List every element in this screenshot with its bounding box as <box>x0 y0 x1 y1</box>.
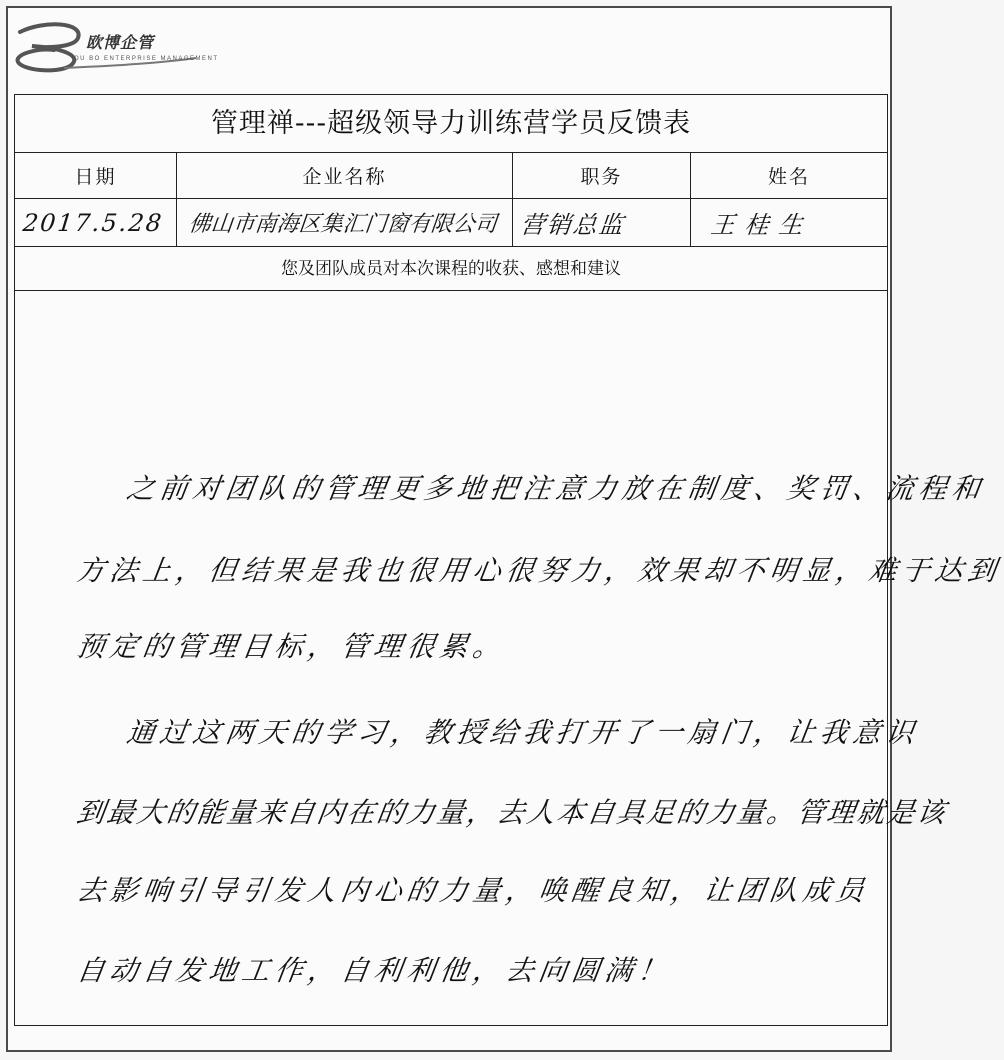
form-title-row <box>15 95 887 153</box>
header-position: 职务 <box>513 153 691 198</box>
value-position: 营销总监 <box>513 199 691 246</box>
feedback-line: 方法上，但结果是我也很用心很努力，效果却不明显，难于达到 <box>74 554 1004 587</box>
value-company: 佛山市南海区集汇门窗有限公司 <box>177 199 513 246</box>
feedback-body <box>15 291 1004 1027</box>
feedback-line: 到最大的能量来自内在的力量，去人本自具足的力量。管理就是该 <box>74 796 950 829</box>
value-date: 2017.5.28 <box>15 199 177 246</box>
feedback-form <box>14 94 1004 1026</box>
feedback-line: 之前对团队的管理更多地把注意力放在制度、奖罚、流程和 <box>124 472 988 505</box>
company-logo <box>14 18 219 74</box>
feedback-line: 自动自发地工作，自利利他，去向圆满！ <box>74 954 674 987</box>
feedback-line: 预定的管理目标，管理很累。 <box>74 630 509 663</box>
feedback-line: 通过这两天的学习，教授给我打开了一扇门，让我意识 <box>124 716 922 749</box>
form-header-row <box>15 153 887 199</box>
header-date: 日期 <box>15 153 177 198</box>
feedback-line: 去影响引导引发人内心的力量，唤醒良知，让团队成员 <box>74 874 872 907</box>
value-name: 王桂生 <box>709 211 815 239</box>
logo-name: 欧博企管 <box>86 33 155 52</box>
feedback-prompt: 您及团队成员对本次课程的收获、感想和建议 <box>281 259 621 279</box>
header-company: 企业名称 <box>177 153 513 198</box>
form-values-row <box>15 199 887 247</box>
form-title: 管理禅---超级领导力训练营学员反馈表 <box>210 108 692 139</box>
header-name: 姓名 <box>767 166 810 188</box>
feedback-prompt-row <box>15 247 887 291</box>
logo-subtitle: OU BO ENTERPRISE MANAGEMENT <box>74 56 219 62</box>
